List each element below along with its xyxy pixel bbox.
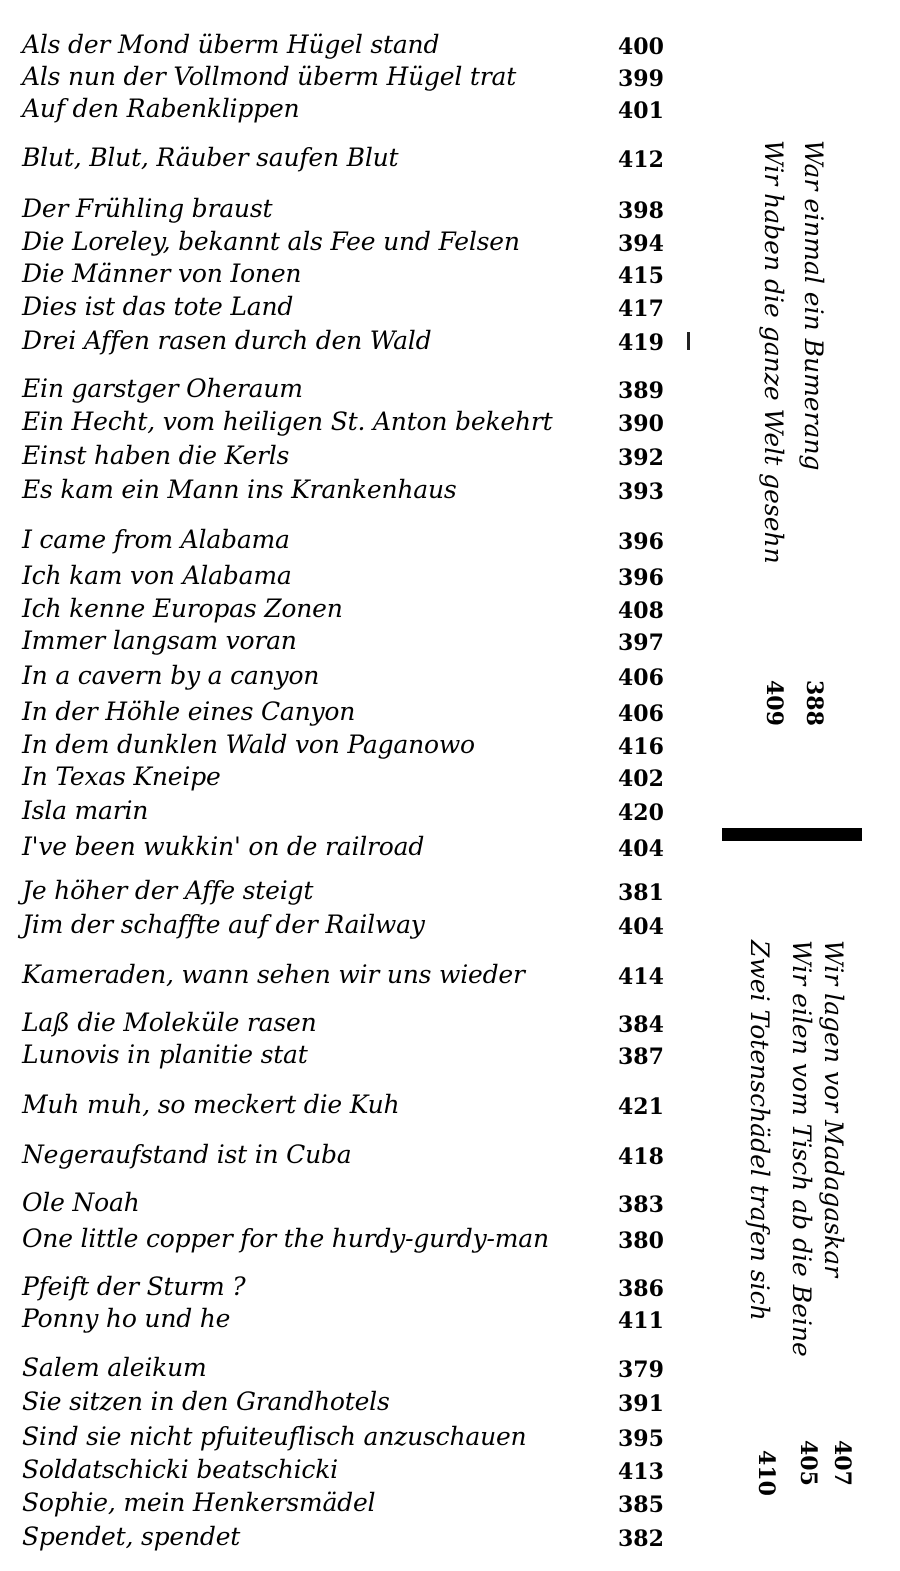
entry-page: 393 [618,479,664,505]
entry-title: Ein Hecht, vom heiligen St. Anton bekehrt [22,407,553,436]
index-entry [22,561,682,591]
index-entry [22,1272,682,1302]
index-entry [22,876,682,906]
index-entry [22,1455,682,1485]
entry-title: Soldatschicki beatschicki [22,1455,338,1484]
index-entry [22,143,682,173]
entry-title: Die Loreley, bekannt als Fee und Felsen [22,227,520,256]
index-entry [22,910,682,940]
entry-page: 396 [618,565,664,591]
index-entry [22,475,682,505]
entry-page: 397 [618,630,664,656]
index-entry [22,374,682,404]
entry-title: In a cavern by a canyon [22,661,320,690]
entry-title: In dem dunklen Wald von Paganowo [22,730,475,759]
entry-title: Ich kam von Alabama [22,561,292,590]
index-entry [22,796,682,826]
entry-title: Pfeift der Sturm ? [22,1272,246,1301]
index-entry [22,1040,682,1070]
entry-title: In Texas Kneipe [22,762,221,791]
entry-page: 404 [618,836,664,862]
entry-page: 380 [618,1228,664,1254]
entry-title: Salem aleikum [22,1353,207,1382]
entry-title: Kameraden, wann sehen wir uns wieder [22,960,525,989]
entry-page: 383 [618,1192,664,1218]
entry-page: 418 [618,1144,664,1170]
index-entry [22,62,682,92]
entry-title: Die Männer von Ionen [22,259,302,288]
entry-page: 414 [618,964,664,990]
entry-title: In der Höhle eines Canyon [22,697,356,726]
entry-title: Spendet, spendet [22,1522,241,1551]
entry-page: 406 [618,665,664,691]
index-entry [22,1090,682,1120]
entry-page: 419 [618,330,664,356]
side-entry-page: 409 [761,680,787,726]
entry-title: Blut, Blut, Räuber saufen Blut [22,143,399,172]
index-entry [22,259,682,289]
entry-title: Je höher der Affe steigt [22,876,314,905]
index-entry [22,832,682,862]
index-entry [22,1224,682,1254]
index-entry [22,1387,682,1417]
index-entry [22,1522,682,1552]
side-entry-title: Wir eilen vom Tisch ab die Beine [787,940,816,1357]
entry-page: 399 [618,66,664,92]
index-entry [22,1353,682,1383]
index-entry [22,227,682,257]
index-entry [22,697,682,727]
index-entry [22,441,682,471]
entry-title: Sind sie nicht pfuiteuflisch anzuschauen [22,1422,527,1451]
entry-page: 386 [618,1276,664,1302]
entry-title: Laß die Moleküle rasen [22,1008,317,1037]
entry-title: Immer langsam voran [22,626,297,655]
index-entry [22,762,682,792]
entry-page: 420 [618,800,664,826]
entry-page: 412 [618,147,664,173]
entry-page: 408 [618,598,664,624]
entry-title: Sie sitzen in den Grandhotels [22,1387,390,1416]
entry-page: 396 [618,529,664,555]
index-entry [22,1008,682,1038]
entry-page: 406 [618,701,664,727]
entry-title: Drei Affen rasen durch den Wald [22,326,432,355]
entry-title: I came from Alabama [22,525,290,554]
entry-title: I've been wukkin' on de railroad [22,832,425,861]
entry-page: 387 [618,1044,664,1070]
entry-title: Isla marin [22,796,149,825]
entry-page: 411 [618,1308,664,1334]
entry-title: Ich kenne Europas Zonen [22,594,343,623]
side-entry-title: War einmal ein Bumerang [799,140,828,471]
entry-title: Muh muh, so meckert die Kuh [22,1090,400,1119]
entry-page: 421 [618,1094,664,1120]
index-entry [22,30,682,60]
entry-title: Der Frühling braust [22,194,273,223]
entry-page: 404 [618,914,664,940]
index-entry [22,1188,682,1218]
side-entry-title: Wir haben die ganze Welt gesehn [759,140,788,564]
index-entry [22,661,682,691]
entry-title: Sophie, mein Henkersmädel [22,1488,376,1517]
side-entry-page: 407 [829,1440,855,1486]
index-entry [22,525,682,555]
index-entry [22,194,682,224]
separator-bar [722,828,862,841]
entry-page: 384 [618,1012,664,1038]
index-entry [22,94,682,124]
entry-page: 391 [618,1391,664,1417]
entry-page: 416 [618,734,664,760]
index-entry [22,594,682,624]
entry-page: 381 [618,880,664,906]
entry-title: Auf den Rabenklippen [22,94,300,123]
entry-page: 394 [618,231,664,257]
entry-title: One little copper for the hurdy-gurdy-man [22,1224,549,1253]
index-entry [22,730,682,760]
side-entry-page: 410 [753,1450,779,1496]
entry-title: Jim der schaffte auf der Railway [22,910,425,939]
margin-mark [687,332,690,350]
entry-page: 402 [618,766,664,792]
entry-page: 395 [618,1426,664,1452]
entry-title: Ponny ho und he [22,1304,231,1333]
index-entry [22,292,682,322]
entry-page: 401 [618,98,664,124]
index-entry [22,626,682,656]
entry-title: Einst haben die Kerls [22,441,290,470]
entry-page: 392 [618,445,664,471]
index-entry [22,1140,682,1170]
entry-title: Lunovis in planitie stat [22,1040,308,1069]
entry-page: 417 [618,296,664,322]
entry-page: 400 [618,34,664,60]
entry-page: 398 [618,198,664,224]
index-entry [22,960,682,990]
entry-page: 413 [618,1459,664,1485]
entry-title: Ein garstger Oheraum [22,374,303,403]
entry-title: Als nun der Vollmond überm Hügel trat [22,62,517,91]
entry-page: 389 [618,378,664,404]
index-entry [22,1422,682,1452]
side-entry-page: 405 [795,1440,821,1486]
side-entry-title: Wir lagen vor Madagaskar [819,940,848,1278]
index-entry [22,407,682,437]
entry-title: Als der Mond überm Hügel stand [22,30,440,59]
side-entry-page: 388 [801,680,827,726]
side-entry-title: Zwei Totenschädel trafen sich [745,940,774,1321]
entry-title: Es kam ein Mann ins Krankenhaus [22,475,457,504]
entry-page: 415 [618,263,664,289]
entry-title: Negeraufstand ist in Cuba [22,1140,352,1169]
index-entry [22,1488,682,1518]
entry-page: 390 [618,411,664,437]
entry-title: Ole Noah [22,1188,140,1217]
index-entry [22,326,682,356]
entry-page: 382 [618,1526,664,1552]
index-entry [22,1304,682,1334]
entry-page: 385 [618,1492,664,1518]
entry-title: Dies ist das tote Land [22,292,294,321]
entry-page: 379 [618,1357,664,1383]
